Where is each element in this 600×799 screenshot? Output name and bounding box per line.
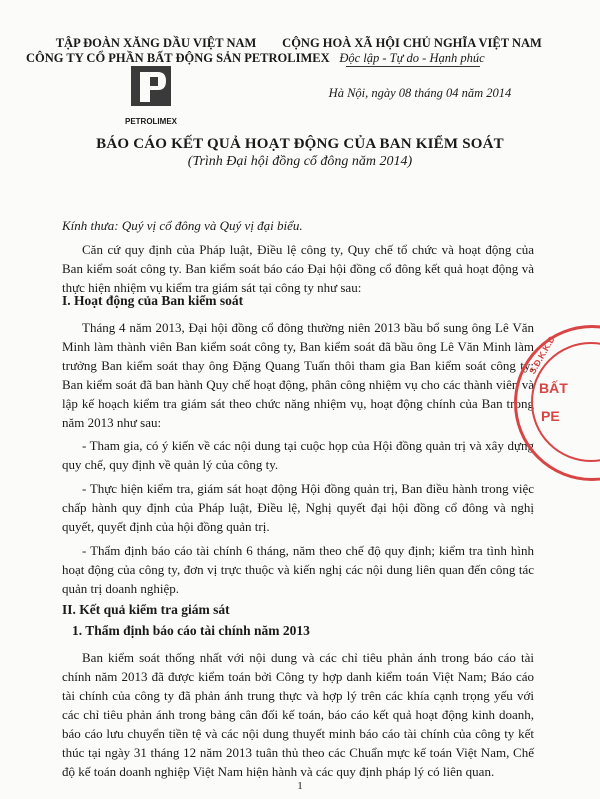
motto: Độc lập - Tự do - Hạnh phúc	[339, 51, 485, 65]
stamp-text-top: S.Đ.K.K.D	[527, 334, 557, 376]
page-title: BÁO CÁO KẾT QUẢ HOẠT ĐỘNG CỦA BAN KIỂM SOÁT	[96, 136, 504, 152]
intro-paragraph: Căn cứ quy định của Pháp luật, Điều lệ công ty, Quy chế tổ chức và hoạt động của Ban kiểm soát công ty. Ban kiểm soát báo cáo Đại hội đồng cổ đông kết quả hoạt động và thực hiện nhiệm vụ kiểm tra giám sát tại công ty như sau:	[62, 242, 534, 295]
greeting: Kính thưa: Quý vị cổ đông và Quý vị đại biểu.	[62, 218, 303, 233]
page-number: 1	[297, 780, 303, 792]
stamp-text-mid-1: BẤT	[539, 380, 568, 396]
section-2-paragraph: Ban kiểm soát thống nhất với nội dung và các chỉ tiêu phản ánh trong báo cáo tài chính năm 2013 đã được kiểm toán bởi Công ty hợp danh kiểm toán Việt Nam; Báo cáo tài chính của công ty đã phản ánh trung thực và hợp lý trên các khía cạnh trọng yếu với các chỉ tiêu phản ánh trong bảng cân đối kế toán, báo cáo kết quả hoạt động kinh doanh, báo cáo lưu chuyển tiền tệ và các nội dung thuyết minh báo cáo tài chính của công ty kết thúc tại ngày 31 tháng 12 năm 2013 tuân thủ theo các Chuẩn mực kế toán Việt Nam, Chế độ kế toán doanh nghiệp Việt Nam hiện hành và các quy định pháp lý có liên quan.	[62, 650, 534, 779]
list-item: - Tham gia, có ý kiến về các nội dung tại cuộc họp của Hội đồng quản trị và xây dựng quy chế, quy định về quản lý của công ty.	[62, 438, 534, 472]
logo-text: PETROLIMEX	[124, 117, 177, 126]
company-logo	[116, 66, 186, 126]
document-date: Hà Nội, ngày 08 tháng 04 năm 2014	[328, 86, 512, 100]
motto-underline	[346, 66, 480, 67]
page-subtitle: (Trình Đại hội đồng cổ đông năm 2014)	[187, 154, 413, 169]
list-item: - Thẩm định báo cáo tài chính 6 tháng, năm theo chế độ quy định; kiểm tra tình hình hoạt động của công ty, đơn vị trực thuộc và kiến nghị các nội dung liên quan đến công tác quản trị doanh nghiệp.	[62, 543, 534, 596]
stamp-text-mid-2: PE	[541, 408, 560, 424]
section-1-paragraph: Tháng 4 năm 2013, Đại hội đồng cổ đông thường niên 2013 bầu bổ sung ông Lê Văn Minh làm thành viên Ban kiểm soát công ty, Ban kiểm soát đã bầu ông Lê Văn Minh làm trưởng Ban kiểm soát thay ông Đặng Quang Tuấn thôi tham gia Ban kiểm soát công ty; Ban kiểm soát đã ban hành Quy chế hoạt động, phân công nhiệm vụ cho các thành viên và lập kế hoạch kiểm tra giám sát theo chức năng nhiệm vụ, hoạt động chính của Ban trong năm 2013 như sau:	[62, 320, 534, 430]
nation-title: CỘNG HOÀ XÃ HỘI CHỦ NGHĨA VIỆT NAM	[282, 36, 542, 50]
org-line-1: TẬP ĐOÀN XĂNG DẦU VIỆT NAM	[55, 36, 257, 50]
list-item: - Thực hiện kiểm tra, giám sát hoạt động Hội đồng quản trị, Ban điều hành trong việc chấp hành quy định của Pháp luật, Điều lệ, Nghị quyết đại hội đồng cổ đông và nghị quyết, quyết định của hội đồng quản trị.	[62, 481, 534, 534]
section-2-subheading: 1. Thẩm định báo cáo tài chính năm 2013	[72, 623, 310, 638]
org-line-2: CÔNG TY CỔ PHẦN BẤT ĐỘNG SẢN PETROLIMEX	[26, 51, 330, 65]
section-1-heading: I. Hoạt động của Ban kiểm soát	[62, 293, 244, 308]
petrolimex-logo-icon	[116, 66, 186, 116]
section-2-heading: II. Kết quả kiểm tra giám sát	[62, 602, 230, 617]
